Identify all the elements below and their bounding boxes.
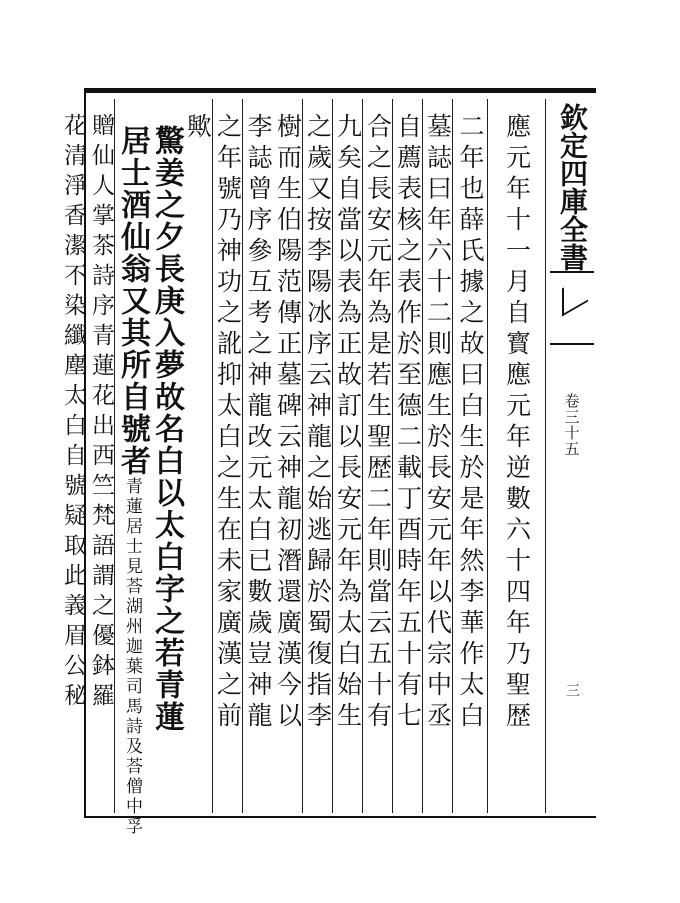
text-column-4 bbox=[393, 99, 423, 813]
column-text: 二年也薛氏據之故曰白生於是年然李華作太白 bbox=[456, 113, 485, 733]
page-number: 三 bbox=[564, 683, 580, 697]
text-column-8 bbox=[273, 99, 303, 813]
text-column-1 bbox=[488, 99, 546, 813]
column-text: 之歲又按李陽冰序云神龍之始逃歸於蜀復指李 bbox=[303, 113, 333, 733]
fish-tail-mark-icon bbox=[550, 271, 594, 345]
book-title: 欽定四庫全書 bbox=[556, 103, 589, 271]
text-column-11 bbox=[183, 99, 213, 813]
column-text: 贈仙人掌茶詩序青蓮花出西竺梵語謂之優鉢羅 bbox=[88, 113, 114, 713]
book-page bbox=[60, 88, 596, 837]
main-heading-text bbox=[113, 125, 151, 837]
text-column-3 bbox=[423, 99, 453, 813]
column-text: 合之長安元年為是若生聖歴二年則當云五十有 bbox=[363, 113, 393, 733]
main-heading-part: 居士酒仙翁又其所自號者 bbox=[115, 125, 150, 477]
column-text: 墓誌曰年六十二則應生於長安元年以代宗中丞 bbox=[423, 113, 453, 733]
annotation-note: 青蓮居士見荅湖州迦葉司馬詩及荅僧中孚 bbox=[122, 477, 142, 837]
text-column-7 bbox=[303, 99, 333, 813]
column-text: 之年號乃神功之訛抑太白之生在未家廣漢之前 bbox=[213, 113, 243, 733]
column-text: 九矣自當以表為正故訂以長安元年為太白始生 bbox=[333, 113, 363, 733]
column-text: 應元年十一月自寳應元年逆數六十四年乃聖歴 bbox=[502, 113, 532, 733]
column-text: 自薦表核之表作於至德二載丁酉時年五十有七 bbox=[393, 113, 423, 733]
column-text: 李誌曾序參互考之神龍改元太白已數歲豈神龍 bbox=[244, 113, 273, 733]
column-text: 歟 bbox=[183, 113, 213, 144]
text-column-13 bbox=[115, 99, 150, 837]
text-column-9 bbox=[243, 99, 273, 813]
page-header-column bbox=[546, 93, 598, 819]
text-column-14 bbox=[88, 99, 115, 813]
text-column-12 bbox=[149, 99, 183, 813]
text-column-6 bbox=[333, 99, 363, 813]
text-column-2 bbox=[453, 99, 488, 813]
column-text: 花清淨香潔不染纖塵太白自號疑取此義眉公秘 bbox=[60, 113, 86, 713]
volume-label: 卷三十五 bbox=[562, 393, 581, 457]
column-text: 樹而生伯陽范傳正墓碑云神龍初潛還廣漢今以 bbox=[273, 113, 303, 733]
text-column-10 bbox=[213, 99, 243, 813]
text-column-5 bbox=[363, 99, 393, 813]
main-heading-text: 驚姜之夕長庚入夢故名白以太白字之若青蓮 bbox=[149, 125, 184, 733]
text-column-15 bbox=[58, 99, 88, 813]
